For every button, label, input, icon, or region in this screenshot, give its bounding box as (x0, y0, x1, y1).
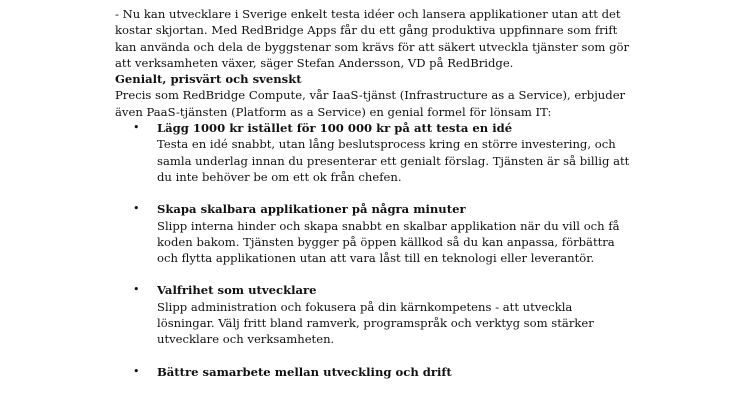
bullet-body-line: och flytta applikationen utan att vara låst till en teknologi eller leverantör. (157, 251, 595, 266)
bullet-body (157, 299, 645, 348)
bullet-title: Bättre samarbete mellan utveckling och drift (157, 364, 452, 379)
bullet-item (115, 120, 645, 185)
bullet-icon: • (133, 202, 140, 216)
bullet-body-line: Slipp administration och fokusera på din kärnkompetens - att utveckla (157, 299, 573, 314)
bullet-icon: • (133, 364, 140, 378)
section-body-line: Precis som RedBridge Compute, vår IaaS-tjänst (Infrastructure as a Service), erbjuder (115, 88, 626, 103)
bullet-title: Valfrihet som utvecklare (157, 283, 317, 298)
section-body (115, 87, 645, 120)
bullet-body-line: utvecklare och verksamheten. (157, 332, 335, 347)
intro-line: att verksamheten växer, säger Stefan Andersson, VD på RedBridge. (115, 55, 514, 70)
bullet-body-line: samla underlag innan du presenterar ett genialt förslag. Tjänsten är så billig att (157, 153, 630, 168)
document-page (115, 6, 645, 396)
intro-line: kan använda och dela de byggstenar som krävs för att säkert utveckla tjänster som gör (115, 39, 630, 54)
bullet-title: Skapa skalbara applikationer på några minuter (157, 202, 466, 217)
bullet-body-line: Testa en idé snabbt, utan lång beslutsprocess kring en större investering, och (157, 137, 616, 152)
bullet-list (115, 120, 645, 380)
bullet-item (115, 282, 645, 347)
bullet-item (115, 364, 645, 380)
bullet-icon: • (133, 283, 140, 297)
bullet-body (157, 218, 645, 267)
bullet-title: Lägg 1000 kr istället för 100 000 kr på att testa en idé (157, 121, 513, 136)
section-heading: Genialt, prisvärt och svenskt (115, 72, 302, 87)
bullet-icon: • (133, 121, 140, 135)
bullet-body-line: lösningar. Välj fritt bland ramverk, programspråk och verktyg som stärker (157, 316, 594, 331)
bullet-body-line: du inte behöver be om ett ok från chefen. (157, 169, 402, 184)
bullet-body-line: koden bakom. Tjänsten bygger på öppen källkod så du kan anpassa, förbättra (157, 234, 615, 249)
bullet-body-line: Slipp interna hinder och skapa snabbt en skalbar applikation när du vill och få (157, 218, 620, 233)
intro-line: kostar skjortan. Med RedBridge Apps får du ett gång produktiva uppfinnare som frift (115, 23, 618, 38)
intro-line: - Nu kan utvecklare i Sverige enkelt testa idéer och lansera applikationer utan att det (115, 7, 621, 21)
bullet-item (115, 201, 645, 266)
section-body-line: även PaaS-tjänsten (Platform as a Service) en genial formel för lönsam IT: (115, 104, 552, 119)
bullet-body (157, 136, 645, 185)
intro-paragraph (115, 6, 645, 71)
